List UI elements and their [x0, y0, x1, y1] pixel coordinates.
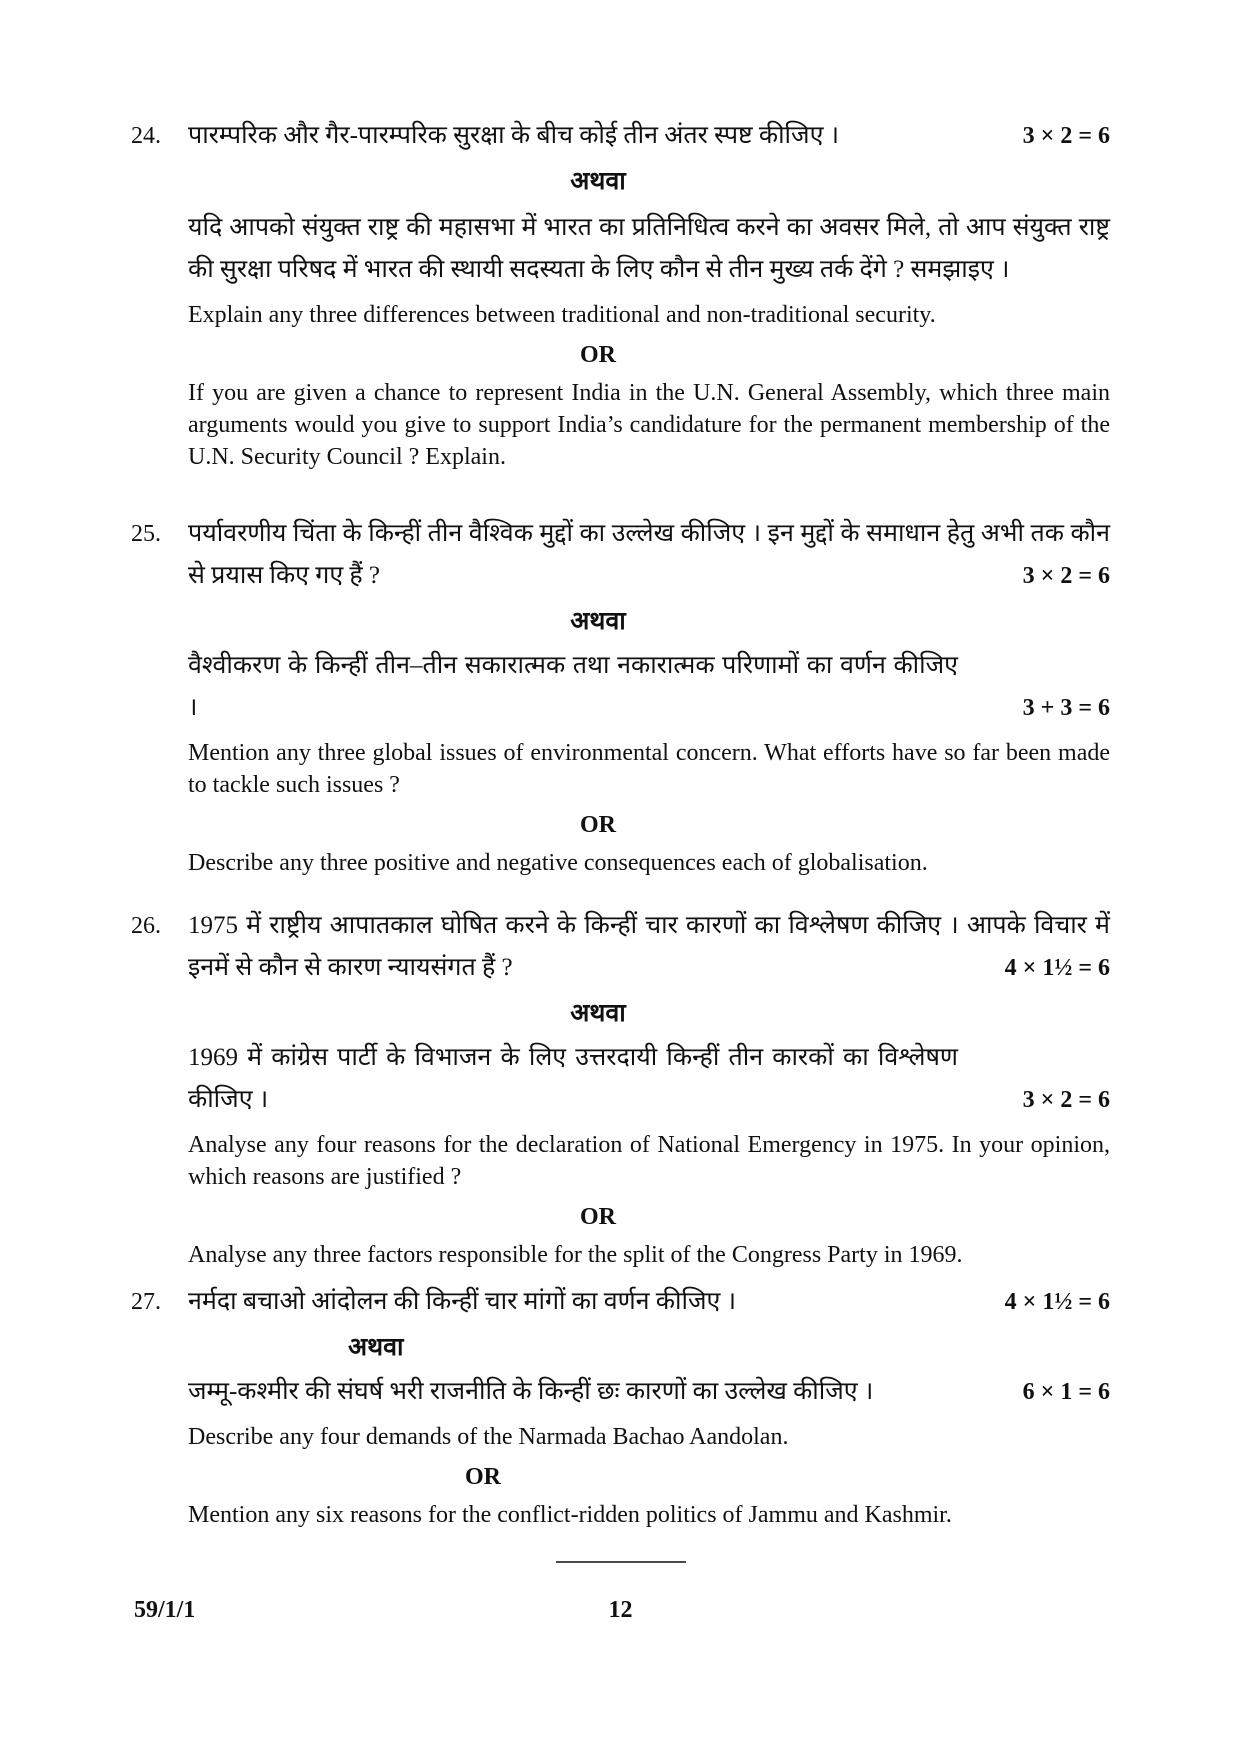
page-footer — [131, 1593, 1110, 1627]
question-text-english: Analyse any four reasons for the declaration of National Emergency in 1975. In your opinion, which reasons are justified ? — [188, 1132, 1110, 1190]
question-alt-hindi: वैश्वीकरण के किन्हीं तीन–तीन सकारात्मक तथा नकारात्मक परिणामों का वर्णन कीजिए । 3 + 3 = 6 — [188, 645, 1110, 729]
or-label-english: OR — [465, 1464, 501, 1490]
question-alt-english: If you are given a chance to represent India in the U.N. General Assembly, which three main arguments would you give to support India’s candidature for the permanent membership of the U.N. Security Council ? Explain. — [188, 380, 1110, 470]
or-label-hindi: अथवा — [570, 1000, 626, 1027]
question-number: 24. — [131, 123, 161, 149]
question-27 — [131, 1281, 1110, 1531]
question-text-hindi: पर्यावरणीय चिंता के किन्हीं तीन वैश्विक मुद्दों का उल्लेख कीजिए । इन मुद्दों के समाधान हेतु अभी तक कौन से प्रयास किए गए हैं ? 3 × 2 = 6 — [188, 513, 1110, 597]
question-26 — [131, 905, 1110, 1271]
question-alt-hindi: 1969 में कांग्रेस पार्टी के विभाजन के लिए उत्तरदायी किन्हीं तीन कारकों का विश्लेषण कीजिए । 3 × 2 = 6 — [188, 1037, 1110, 1121]
or-label-english: OR — [580, 1204, 616, 1230]
or-label-english: OR — [580, 342, 616, 368]
or-label-hindi: अथवा — [348, 1334, 404, 1361]
marks-label: 3 × 2 = 6 — [1022, 1087, 1110, 1113]
question-number: 25. — [131, 521, 161, 547]
or-label-hindi: अथवा — [570, 168, 626, 195]
question-text-english: Mention any three global issues of environmental concern. What efforts have so far been made to tackle such issues ? — [188, 740, 1110, 798]
question-alt-english: Analyse any three factors responsible for the split of the Congress Party in 1969. — [188, 1242, 963, 1268]
marks-label: 3 × 2 = 6 — [1022, 123, 1110, 149]
question-text-hindi: नर्मदा बचाओ आंदोलन की किन्हीं चार मांगों का वर्णन कीजिए । 4 × 1½ = 6 — [188, 1281, 1110, 1323]
question-text-english: Describe any four demands of the Narmada Bachao Aandolan. — [188, 1424, 789, 1450]
question-24 — [131, 115, 1110, 473]
marks-label: 3 × 2 = 6 — [1022, 563, 1110, 589]
marks-label: 6 × 1 = 6 — [1022, 1379, 1110, 1405]
question-text-hindi: 1975 में राष्ट्रीय आपातकाल घोषित करने के किन्हीं चार कारणों का विश्लेषण कीजिए । आपके विचार में इनमें से कौन से कारण न्यायसंगत हैं ? 4 × 1½ = 6 — [188, 905, 1110, 989]
marks-label: 4 × 1½ = 6 — [1004, 1289, 1110, 1315]
page-number: 12 — [608, 1597, 633, 1623]
question-25 — [131, 513, 1110, 879]
question-number: 27. — [131, 1289, 161, 1315]
or-label-hindi: अथवा — [570, 608, 626, 635]
question-number: 26. — [131, 913, 161, 939]
end-divider-line — [556, 1561, 686, 1563]
marks-label: 4 × 1½ = 6 — [1004, 955, 1110, 981]
question-text-hindi: पारम्परिक और गैर-पारम्परिक सुरक्षा के बीच कोई तीन अंतर स्पष्ट कीजिए । 3 × 2 = 6 — [188, 115, 1110, 157]
question-alt-hindi: यदि आपको संयुक्त राष्ट्र की महासभा में भारत का प्रतिनिधित्व करने का अवसर मिले, तो आप संयुक्त राष्ट्र की सुरक्षा परिषद में भारत की स्थायी सदस्यता के लिए कौन से तीन मुख्य तर्क देंगे ? समझाइए । — [188, 214, 1110, 283]
question-alt-hindi: जम्मू-कश्मीर की संघर्ष भरी राजनीति के किन्हीं छः कारणों का उल्लेख कीजिए । 6 × 1 = 6 — [188, 1371, 1110, 1413]
question-alt-english: Mention any six reasons for the conflict-ridden politics of Jammu and Kashmir. — [188, 1502, 952, 1528]
question-text-english: Explain any three differences between traditional and non-traditional security. — [188, 302, 936, 328]
paper-code: 59/1/1 — [134, 1597, 196, 1623]
question-alt-english: Describe any three positive and negative consequences each of globalisation. — [188, 850, 928, 876]
or-label-english: OR — [580, 812, 616, 838]
marks-label: 3 + 3 = 6 — [1022, 695, 1110, 721]
